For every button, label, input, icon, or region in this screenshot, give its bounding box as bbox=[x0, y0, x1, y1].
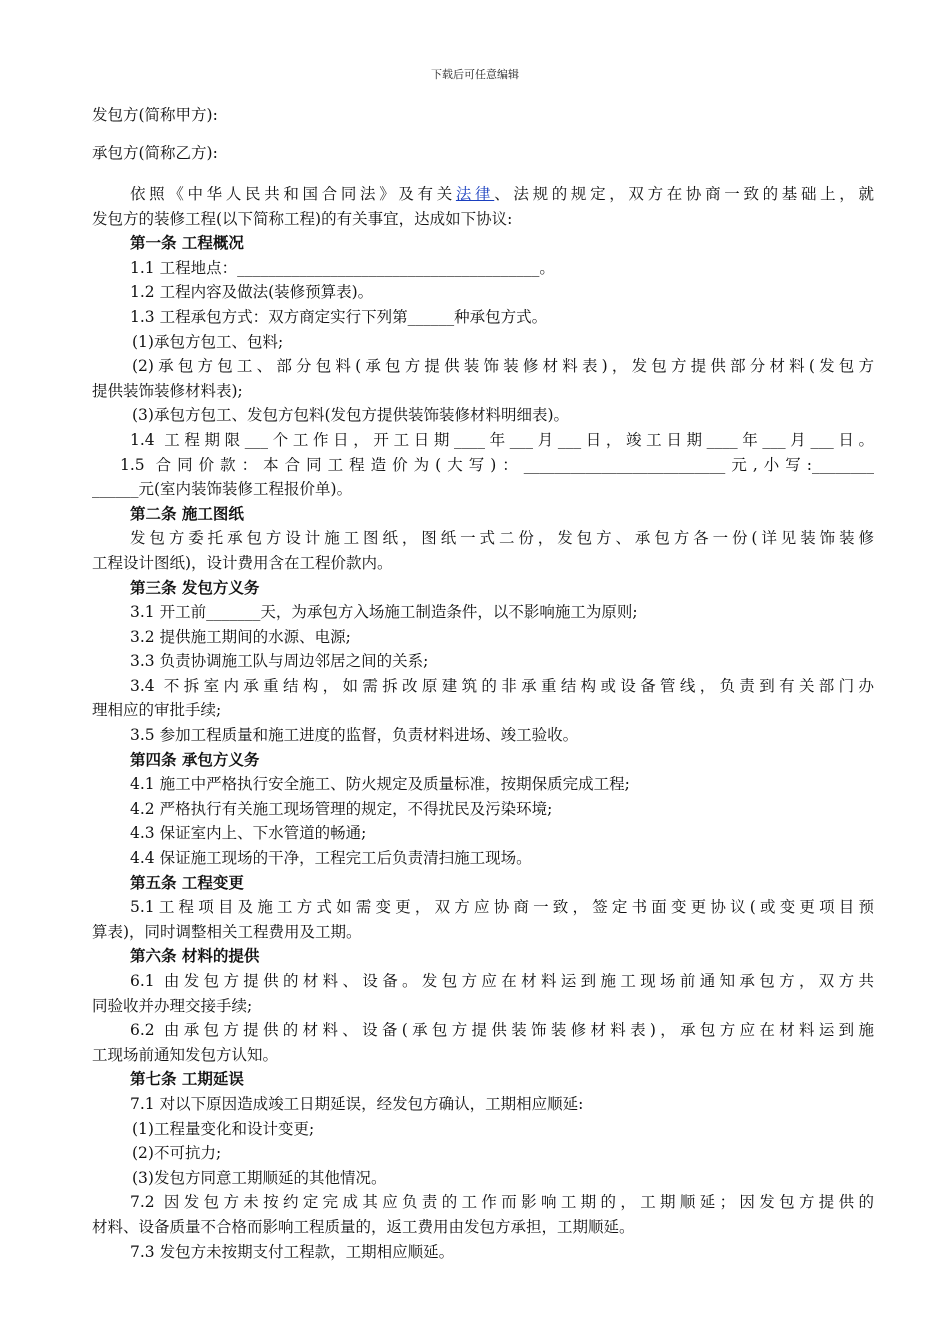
a7-line: 7.3 发包方未按期支付工程款，工期相应顺延。 bbox=[130, 1242, 455, 1261]
a1-line: (1)承包方包工、包料; bbox=[132, 332, 284, 351]
a7-line: (2)不可抗力; bbox=[132, 1144, 222, 1163]
a7-line: 材料、设备质量不合格而影响工程质量的，返工费用由发包方承担，工期顺延。 bbox=[92, 1217, 635, 1236]
a2-line: 工程设计图纸)，设计费用含在工程价款内。 bbox=[92, 553, 393, 572]
a4-line: 4.4 保证施工现场的干净，工程完工后负责清扫施工现场。 bbox=[130, 849, 532, 868]
a5-line: 算表)，同时调整相关工程费用及工期。 bbox=[92, 922, 362, 941]
article-4-title: 第四条 承包方义务 bbox=[130, 749, 260, 769]
a6-line: 同验收并办理交接手续; bbox=[92, 996, 253, 1015]
intro-post: 、法规的规定，双方在协商一致的基础上，就 bbox=[494, 185, 874, 203]
a7-line: (3)发包方同意工期顺延的其他情况。 bbox=[132, 1168, 387, 1187]
law-link[interactable]: 法律 bbox=[455, 185, 495, 203]
a3-line: 3.3 负责协调施工队与周边邻居之间的关系; bbox=[130, 652, 429, 671]
a4-line: 4.3 保证室内上、下水管道的畅通; bbox=[130, 824, 367, 843]
a2-line: 发包方委托承包方设计施工图纸，图纸一式二份，发包方、承包方各一份(详见装饰装修 bbox=[130, 529, 874, 548]
a1-line: (2)承包方包工、部分包料(承包方提供装饰装修材料表)，发包方提供部分材料(发包方 bbox=[132, 357, 874, 376]
a1-line: 1.5 合同价款：本合同工程造价为(大写)：__________________________元,小写:________ bbox=[120, 455, 874, 474]
a6-line: 6.1 由发包方提供的材料、设备。发包方应在材料运到施工现场前通知承包方，双方共 bbox=[130, 972, 874, 990]
a3-line: 3.5 参加工程质量和施工进度的监督，负责材料进场、竣工验收。 bbox=[130, 726, 579, 745]
a1-line: 1.1 工程地点：_______________________________________。 bbox=[130, 258, 555, 277]
a6-line: 6.2 由承包方提供的材料、设备(承包方提供装饰装修材料表)，承包方应在材料运到施 bbox=[130, 1021, 874, 1040]
article-2-title: 第二条 施工图纸 bbox=[130, 503, 244, 523]
a7-line: (1)工程量变化和设计变更; bbox=[132, 1119, 315, 1138]
contract-body bbox=[92, 100, 874, 1264]
a1-line: 1.4 工程期限___个工作日，开工日期____年___月___日，竣工日期____年___月___日。 bbox=[130, 430, 874, 449]
intro-line-1 bbox=[92, 182, 874, 207]
intro-line-2: 发包方的装修工程(以下简称工程)的有关事宜，达成如下协议: bbox=[92, 209, 513, 228]
a1-line: 提供装饰装修材料表); bbox=[92, 381, 243, 400]
article-3-title: 第三条 发包方义务 bbox=[130, 577, 260, 597]
party-b-label: 承包方(简称乙方): bbox=[92, 144, 218, 162]
article-7-title: 第七条 工期延误 bbox=[130, 1069, 244, 1089]
party-a-label: 发包方(简称甲方): bbox=[92, 106, 218, 124]
a3-line: 3.4 不拆室内承重结构，如需拆改原建筑的非承重结构或设备管线，负责到有关部门办 bbox=[130, 676, 874, 695]
intro-pre: 依照《中华人民共和国合同法》及有关 bbox=[130, 185, 456, 203]
a4-line: 4.2 严格执行有关施工现场管理的规定，不得扰民及污染环境; bbox=[130, 799, 553, 818]
a7-line: 7.2 因发包方未按约定完成其应负责的工作而影响工期的，工期顺延；因发包方提供的 bbox=[130, 1193, 874, 1212]
article-6-title: 第六条 材料的提供 bbox=[130, 946, 260, 966]
a4-line: 4.1 施工中严格执行安全施工、防火规定及质量标准，按期保质完成工程; bbox=[130, 775, 630, 794]
a5-line: 5.1工程项目及施工方式如需变更，双方应协商一致，签定书面变更协议(或变更项目预 bbox=[130, 898, 874, 917]
a3-line: 3.2 提供施工期间的水源、电源; bbox=[130, 627, 351, 646]
a6-line: 工现场前通知发包方认知。 bbox=[92, 1045, 279, 1064]
a7-line: 7.1 对以下原因造成竣工日期延误，经发包方确认，工期相应顺延: bbox=[130, 1094, 584, 1113]
a1-line: 1.3 工程承包方式：双方商定实行下列第______种承包方式。 bbox=[130, 307, 548, 326]
article-1-title: 第一条 工程概况 bbox=[130, 233, 244, 253]
a3-line: 3.1 开工前_______天，为承包方入场施工制造条件，以不影响施工为原则; bbox=[130, 603, 638, 622]
a1-line: 1.2 工程内容及做法(装修预算表)。 bbox=[130, 283, 374, 302]
article-5-title: 第五条 工程变更 bbox=[130, 872, 244, 892]
a1-line: ______元(室内装饰装修工程报价单)。 bbox=[92, 480, 353, 499]
a3-line: 理相应的审批手续; bbox=[92, 701, 222, 720]
header-note: 下载后可任意编辑 bbox=[431, 68, 519, 81]
a1-line: (3)承包方包工、发包方包料(发包方提供装饰装修材料明细表)。 bbox=[132, 406, 570, 425]
